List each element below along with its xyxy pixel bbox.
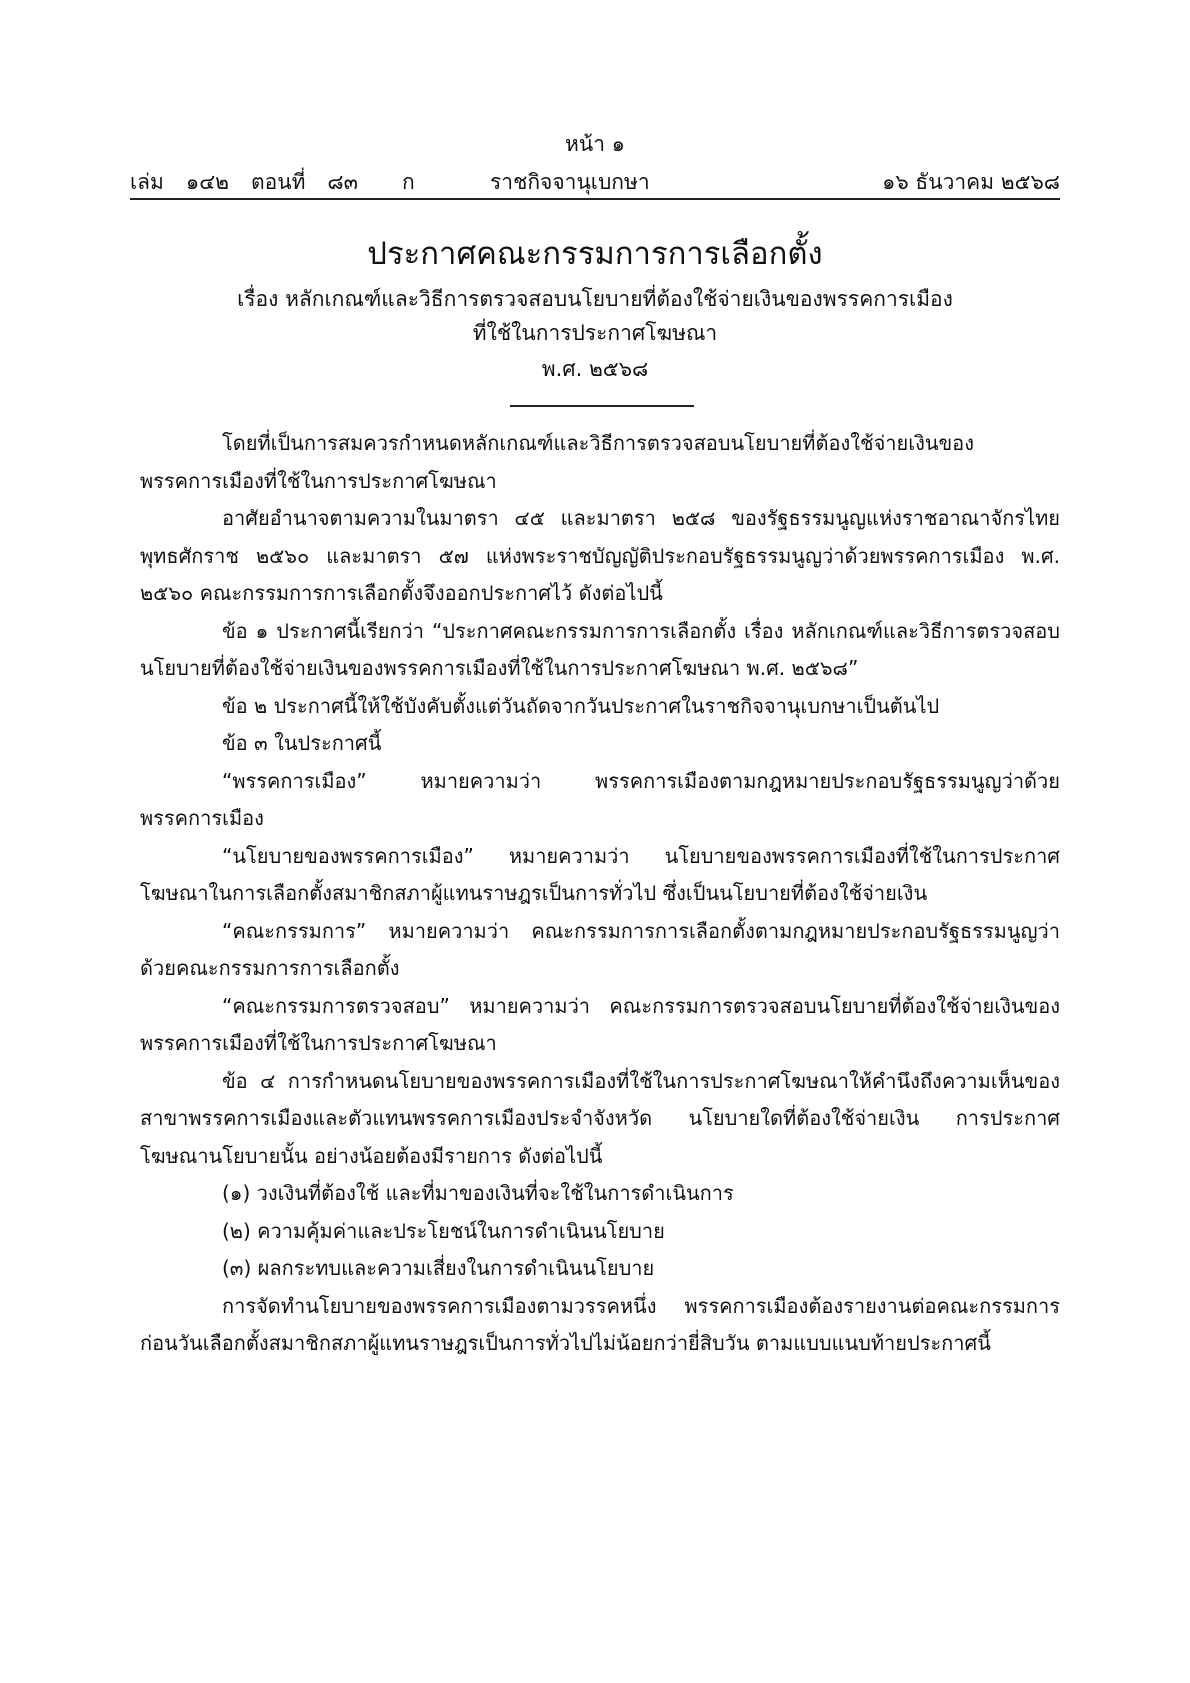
list-item: (๑) วงเงินที่ต้องใช้ และที่มาของเงินที่จะใช้ในการดำเนินการ bbox=[222, 1181, 734, 1205]
section-label: ตอนที่ bbox=[250, 170, 306, 194]
closing-paragraph: การจัดทำนโยบายของพรรคการเมืองตามวรรคหนึ่ง พรรคการเมืองต้องรายงานต่อคณะกรรมการก่อนวันเลือกตั้งสมาชิกสภาผู้แทนราษฎรเป็นการทั่วไปไม่น้อยกว่ายี่สิบวัน ตามแบบแนบท้ายประกาศนี้ bbox=[140, 1293, 1060, 1355]
section-number: ๘๓ bbox=[327, 170, 358, 194]
page-number: หน้า ๑ bbox=[565, 132, 625, 156]
header-divider bbox=[130, 198, 1060, 200]
subject-line-2: ที่ใช้ในการประกาศโฆษณา bbox=[472, 321, 718, 345]
section-letter: ก bbox=[401, 170, 415, 194]
paragraph: ข้อ ๑ ประกาศนี้เรียกว่า “ประกาศคณะกรรมการการเลือกตั้ง เรื่อง หลักเกณฑ์และวิธีการตรวจสอบนโยบายที่ต้องใช้จ่ายเงินของพรรคการเมืองที่ใช้ในการประกาศโฆษณา พ.ศ. ๒๕๖๘” bbox=[140, 618, 1060, 680]
paragraph: “คณะกรรมการตรวจสอบ” หมายความว่า คณะกรรมการตรวจสอบนโยบายที่ต้องใช้จ่ายเงินของพรรคการเมืองที่ใช้ในการประกาศโฆษณา bbox=[140, 993, 1060, 1055]
paragraph: ข้อ ๓ ในประกาศนี้ bbox=[222, 731, 382, 755]
paragraph: “คณะกรรมการ” หมายความว่า คณะกรรมการการเลือกตั้งตามกฎหมายประกอบรัฐธรรมนูญว่าด้วยคณะกรรมการการเลือกตั้ง bbox=[140, 918, 1060, 980]
document-body bbox=[140, 425, 1060, 1363]
paragraph: ข้อ ๒ ประกาศนี้ให้ใช้บังคับตั้งแต่วันถัดจากวันประกาศในราชกิจจานุเบกษาเป็นต้นไป bbox=[222, 693, 940, 718]
paragraph: อาศัยอำนาจตามความในมาตรา ๔๕ และมาตรา ๒๕๘ ของรัฐธรรมนูญแห่งราชอาณาจักรไทย พุทธศักราช ๒๕๖๐ และมาตรา ๕๗ แห่งพระราชบัญญัติประกอบรัฐธรรมนูญว่าด้วยพรรคการเมือง พ.ศ. ๒๕๖๐ คณะกรรมการการเลือกตั้งจึงออกประกาศไว้ ดังต่อไปนี้ bbox=[140, 506, 1060, 605]
paragraph: โดยที่เป็นการสมควรกำหนดหลักเกณฑ์และวิธีการตรวจสอบนโยบายที่ต้องใช้จ่ายเงินของพรรคการเมืองที่ใช้ในการประกาศโฆษณา bbox=[140, 431, 974, 493]
document-subject bbox=[0, 282, 1190, 386]
volume-number: ๑๔๒ bbox=[185, 170, 229, 194]
document-year: พ.ศ. ๒๕๖๘ bbox=[541, 357, 649, 381]
list-item: (๓) ผลกระทบและความเสี่ยงในการดำเนินนโยบาย bbox=[222, 1256, 655, 1280]
volume-label: เล่ม bbox=[130, 170, 164, 194]
issue-info bbox=[130, 166, 460, 199]
subject-line-1: เรื่อง หลักเกณฑ์และวิธีการตรวจสอบนโยบายที่ต้องใช้จ่ายเงินของพรรคการเมือง bbox=[237, 287, 953, 311]
publication-name: ราชกิจจานุเบกษา bbox=[490, 170, 650, 194]
list-item: (๒) ความคุ้มค่าและประโยชน์ในการดำเนินนโยบาย bbox=[222, 1218, 665, 1243]
paragraph: ข้อ ๔ การกำหนดนโยบายของพรรคการเมืองที่ใช้ในการประกาศโฆษณาให้คำนึงถึงความเห็นของสาขาพรรคการเมืองและตัวแทนพรรคการเมืองประจำจังหวัด นโยบายใดที่ต้องใช้จ่ายเงิน การประกาศโฆษณานโยบายนั้น อย่างน้อยต้องมีรายการ ดังต่อไปนี้ bbox=[140, 1068, 1060, 1168]
paragraph: “นโยบายของพรรคการเมือง” หมายความว่า นโยบายของพรรคการเมืองที่ใช้ในการประกาศโฆษณาในการเลือกตั้งสมาชิกสภาผู้แทนราษฎรเป็นการทั่วไป ซึ่งเป็นนโยบายที่ต้องใช้จ่ายเงิน bbox=[140, 843, 1060, 905]
title-divider bbox=[510, 405, 694, 407]
publication-date: ๑๖ ธันวาคม ๒๕๖๘ bbox=[882, 170, 1060, 194]
gazette-header bbox=[130, 166, 1060, 196]
document-title: ประกาศคณะกรรมการการเลือกตั้ง bbox=[367, 236, 823, 272]
paragraph: “พรรคการเมือง” หมายความว่า พรรคการเมืองตามกฎหมายประกอบรัฐธรรมนูญว่าด้วยพรรคการเมือง bbox=[140, 768, 1060, 830]
